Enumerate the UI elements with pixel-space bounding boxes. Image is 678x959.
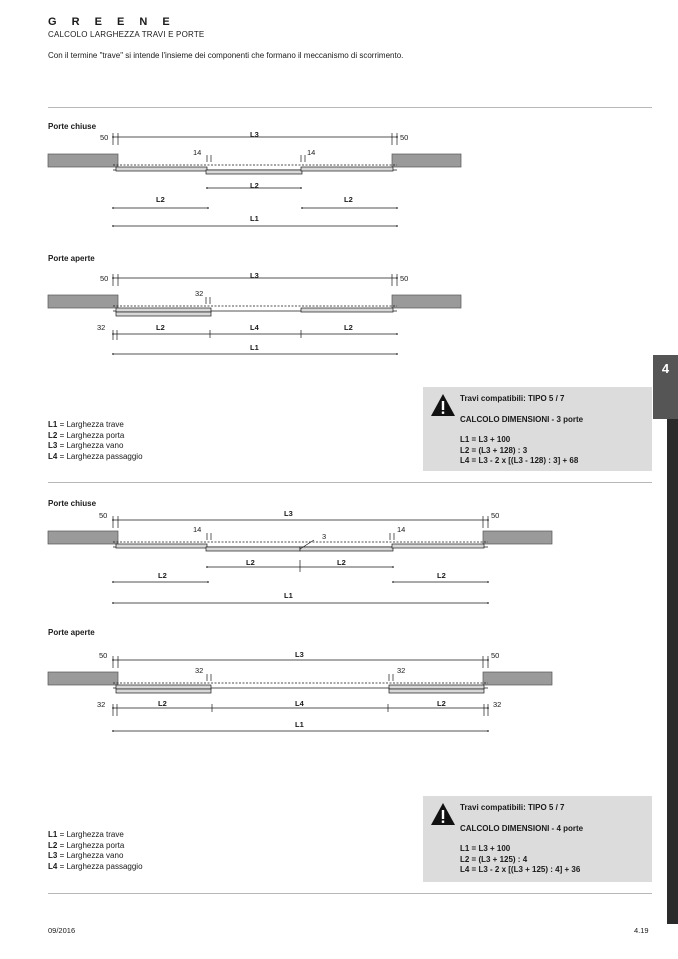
page-number: 4.19 <box>634 926 649 935</box>
label-l4: L4 <box>250 323 259 332</box>
door-panel <box>116 312 211 316</box>
door-panel <box>116 685 211 689</box>
label-l2: L2 <box>437 571 446 580</box>
legend-item: L4 = Larghezza passaggio <box>48 451 143 461</box>
label-overlap: 14 <box>193 525 202 534</box>
wall-left <box>48 672 118 685</box>
info-formula: L2 = (L3 + 125) : 4 <box>460 854 528 864</box>
diagram-3-doors-open <box>48 274 461 354</box>
label-l1: L1 <box>250 214 259 223</box>
wall-right <box>392 295 461 308</box>
label-l2: L2 <box>250 181 259 190</box>
chapter-tab: 4 <box>653 355 678 419</box>
label-overlap: 32 <box>493 700 502 709</box>
info-compat: Travi compatibili: TIPO 5 / 7 <box>460 394 565 403</box>
label-l2: L2 <box>437 699 446 708</box>
label-l2: L2 <box>158 699 167 708</box>
warning-icon <box>430 802 456 826</box>
info-calc-title: CALCOLO DIMENSIONI - 3 porte <box>460 414 584 424</box>
label-overlap: 32 <box>397 666 406 675</box>
legend-4-doors <box>48 830 143 872</box>
label-gap-left: 50 <box>100 274 109 283</box>
door-panel <box>301 308 393 312</box>
legend-item: L1 = Larghezza trave <box>48 420 124 429</box>
label-overlap: 32 <box>97 700 106 709</box>
door-panel <box>116 167 207 171</box>
legend-item: L4 = Larghezza passaggio <box>48 861 143 871</box>
label-l2: L2 <box>156 195 165 204</box>
label-gap-right: 50 <box>491 651 500 660</box>
diagram-3-doors-closed-labels <box>100 130 408 223</box>
label-l2: L2 <box>344 323 353 332</box>
brand-logo: G R E E N E <box>48 16 176 28</box>
label-l3: L3 <box>295 650 304 659</box>
legend-item: L3 = Larghezza vano <box>48 441 124 450</box>
label-overlap: 32 <box>97 323 106 332</box>
door-panel <box>392 544 484 548</box>
label-l1: L1 <box>284 591 293 600</box>
label-gap-left: 50 <box>99 511 108 520</box>
label-l3: L3 <box>250 130 259 139</box>
wall-left <box>48 154 118 167</box>
legend-item: L2 = Larghezza porta <box>48 840 125 850</box>
info-formula: L1 = L3 + 100 <box>460 435 511 444</box>
info-formula: L1 = L3 + 100 <box>460 844 511 853</box>
info-formula: L4 = L3 - 2 x [(L3 - 128) : 3] + 68 <box>460 456 579 465</box>
warning-icon <box>430 393 456 417</box>
legend-item: L1 = Larghezza trave <box>48 830 124 839</box>
label-l2: L2 <box>344 195 353 204</box>
page-subtitle: CALCOLO LARGHEZZA TRAVI E PORTE <box>48 30 205 39</box>
info-calc-title: CALCOLO DIMENSIONI - 4 porte <box>460 823 584 833</box>
section-title-closed-3: Porte chiuse <box>48 122 97 131</box>
door-panel <box>116 308 211 312</box>
label-l2: L2 <box>246 558 255 567</box>
label-l2: L2 <box>156 323 165 332</box>
label-gap-left: 50 <box>100 133 109 142</box>
door-panel <box>116 689 211 693</box>
label-overlap: 14 <box>193 148 202 157</box>
door-panel <box>301 167 393 171</box>
info-compat: Travi compatibili: TIPO 5 / 7 <box>460 803 565 812</box>
label-l3: L3 <box>284 509 293 518</box>
section-title-closed-4: Porte chiuse <box>48 499 97 508</box>
wall-left <box>48 295 118 308</box>
legend-item: L2 = Larghezza porta <box>48 430 125 440</box>
label-l1: L1 <box>250 343 259 352</box>
label-overlap: 14 <box>397 525 406 534</box>
label-gap-right: 50 <box>491 511 500 520</box>
diagram-3-doors-closed <box>48 133 461 226</box>
label-l1: L1 <box>295 720 304 729</box>
door-panel <box>206 170 302 174</box>
intro-text: Con il termine "trave" si intende l'insieme dei componenti che formano il meccanismo di scorrimento. <box>48 51 404 60</box>
wall-right <box>392 154 461 167</box>
label-gap-left: 50 <box>99 651 108 660</box>
legend-item: L3 = Larghezza vano <box>48 851 124 860</box>
label-l3: L3 <box>250 271 259 280</box>
info-box-3-doors <box>423 387 652 471</box>
legend-3-doors <box>48 420 143 462</box>
footer-date: 09/2016 <box>48 926 76 935</box>
door-panel <box>389 689 484 693</box>
label-l4: L4 <box>295 699 304 708</box>
info-box-4-doors <box>423 796 652 882</box>
label-gap-right: 50 <box>400 274 409 283</box>
door-panel <box>116 544 207 548</box>
label-overlap: 14 <box>307 148 316 157</box>
wall-left <box>48 531 118 544</box>
label-l2: L2 <box>337 558 346 567</box>
info-formula: L2 = (L3 + 128) : 3 <box>460 445 528 455</box>
section-title-open-4: Porte aperte <box>48 628 95 637</box>
label-gap-right: 50 <box>400 133 409 142</box>
diagram-4-doors-closed-labels <box>99 509 499 600</box>
wall-right <box>483 531 552 544</box>
diagram-4-doors-closed <box>48 516 552 603</box>
info-formula: L4 = L3 - 2 x [(L3 + 125) : 4] + 36 <box>460 865 581 874</box>
label-overlap: 32 <box>195 666 204 675</box>
label-center-gap: 3 <box>322 532 327 541</box>
label-overlap: 32 <box>195 289 204 298</box>
door-panel <box>206 547 300 551</box>
wall-right <box>483 672 552 685</box>
label-l2: L2 <box>158 571 167 580</box>
door-panel <box>300 547 393 551</box>
section-title-open-3: Porte aperte <box>48 254 95 263</box>
door-panel <box>389 685 484 689</box>
